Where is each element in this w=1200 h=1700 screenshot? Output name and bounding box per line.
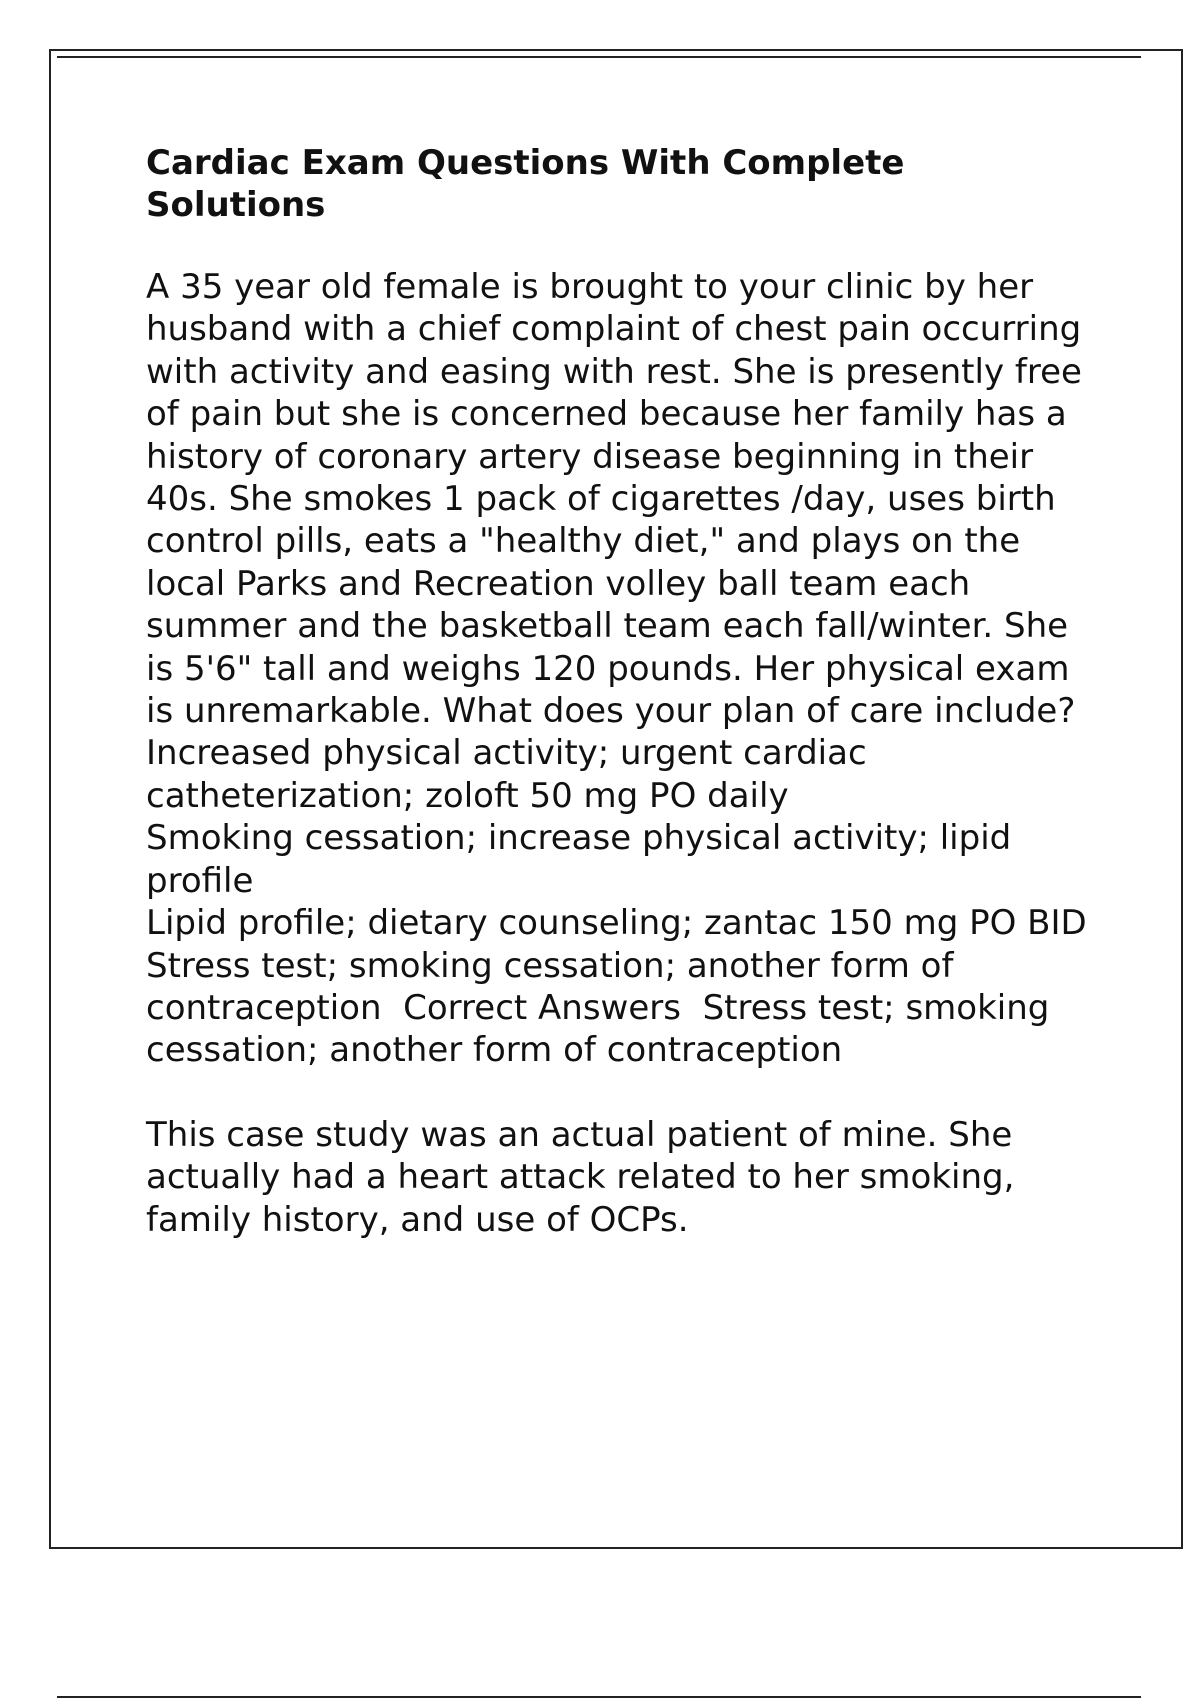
bottom-rule — [57, 1696, 1141, 1698]
top-rule — [57, 56, 1141, 58]
paragraph-gap — [146, 1072, 1091, 1114]
explanation-text: This case study was an actual patient of mine. She actually had a heart attack related to her smoking, family history, and use of OCPs. — [146, 1114, 1026, 1240]
answer-option-3: Lipid profile; dietary counseling; zantac 150 mg PO BID — [146, 903, 1087, 944]
document-content — [146, 142, 1091, 1241]
answer-option-2: Smoking cessation; increase physical activity; lipid profile — [146, 818, 1023, 901]
answer-options — [146, 732, 1091, 1071]
answer-option-1: Increased physical activity; urgent cardiac catheterization; zoloft 50 mg PO daily — [146, 733, 878, 816]
document-title: Cardiac Exam Questions With Complete Solutions — [146, 143, 905, 225]
question-text: A 35 year old female is brought to your clinic by her husband with a chief complaint of chest pain occurring with activity and easing with rest. She is presently free of pain but she is concerned because her family has a history of coronary artery disease beginning in their 40s. She smokes 1 pack of cigarettes /day, uses birth control pills, eats a "healthy diet," and plays on the local Parks and Recreation volley ball team each summer and the basketball team each fall/winter. She is 5'6" tall and weighs 120 pounds. Her physical exam is unremarkable. What does your plan of care include? — [146, 267, 1093, 732]
answer-option-4-with-correct-answer: Stress test; smoking cessation; another form of contraception Correct Answers Stress test; smoking cessation; another form of contraception — [146, 945, 1061, 1071]
